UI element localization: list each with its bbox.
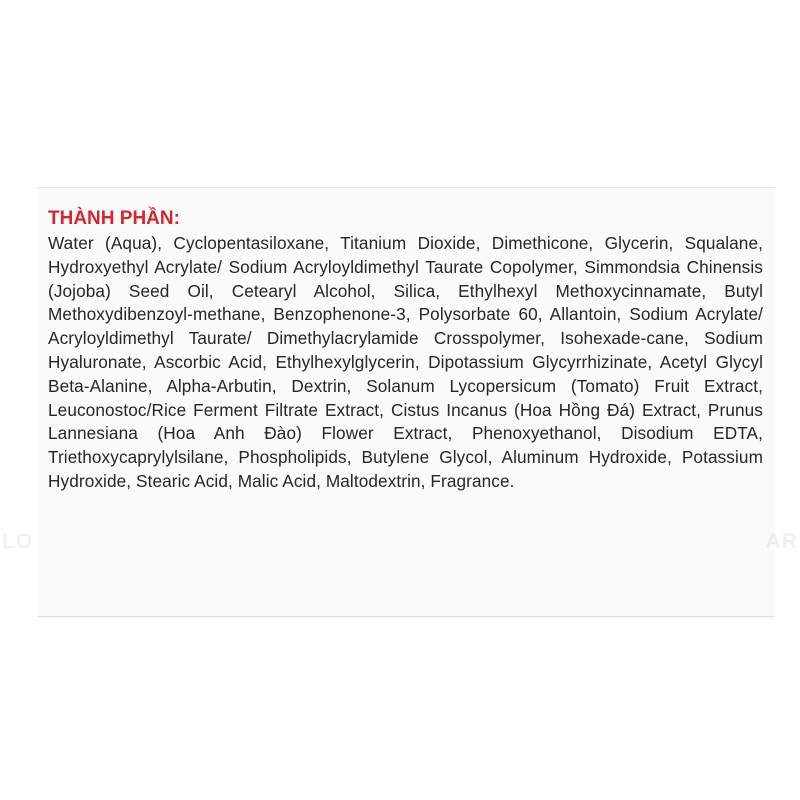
watermark-right-text: AR (765, 530, 798, 553)
ingredients-list: Water (Aqua), Cyclopentasiloxane, Titanium Dioxide, Dimethicone, Glycerin, Squalane, Hydroxyethyl Acrylate/ Sodium Acryloyldimethyl Taurate Copolymer, Simmondsia Chinensis (Jojoba) Seed Oil, Cetearyl Alcohol, Silica, Ethylhexyl Methoxycinnamate, Butyl Methoxydibenzoyl-methane, Benzophenone-3, Polysorbate 60, Allantoin, Sodium Acrylate/ Acryloyldimethyl Taurate/ Dimethylacrylamide Crosspolymer, Isohexade-cane, Sodium Hyaluronate, Ascorbic Acid, Ethylhexylglycerin, Dipotassium Glycyrrhizinate, Acetyl Glycyl Beta-Alanine, Alpha-Arbutin, Dextrin, Solanum Lycopersicum (Tomato) Fruit Extract, Leuconostoc/Rice Ferment Filtrate Extract, Cistus Incanus (Hoa Hồng Đá) Extract, Prunus Lannesiana (Hoa Anh Đào) Flower Extract, Phenoxyethanol, Disodium EDTA, Triethoxycaprylylsilane, Phospholipids, Butylene Glycol, Aluminum Hydroxide, Potassium Hydroxide, Stearic Acid, Malic Acid, Maltodextrin, Fragrance. (48, 233, 763, 491)
ingredients-heading: THÀNH PHẦN: (48, 208, 180, 229)
watermark-left-text: LO (2, 530, 34, 553)
